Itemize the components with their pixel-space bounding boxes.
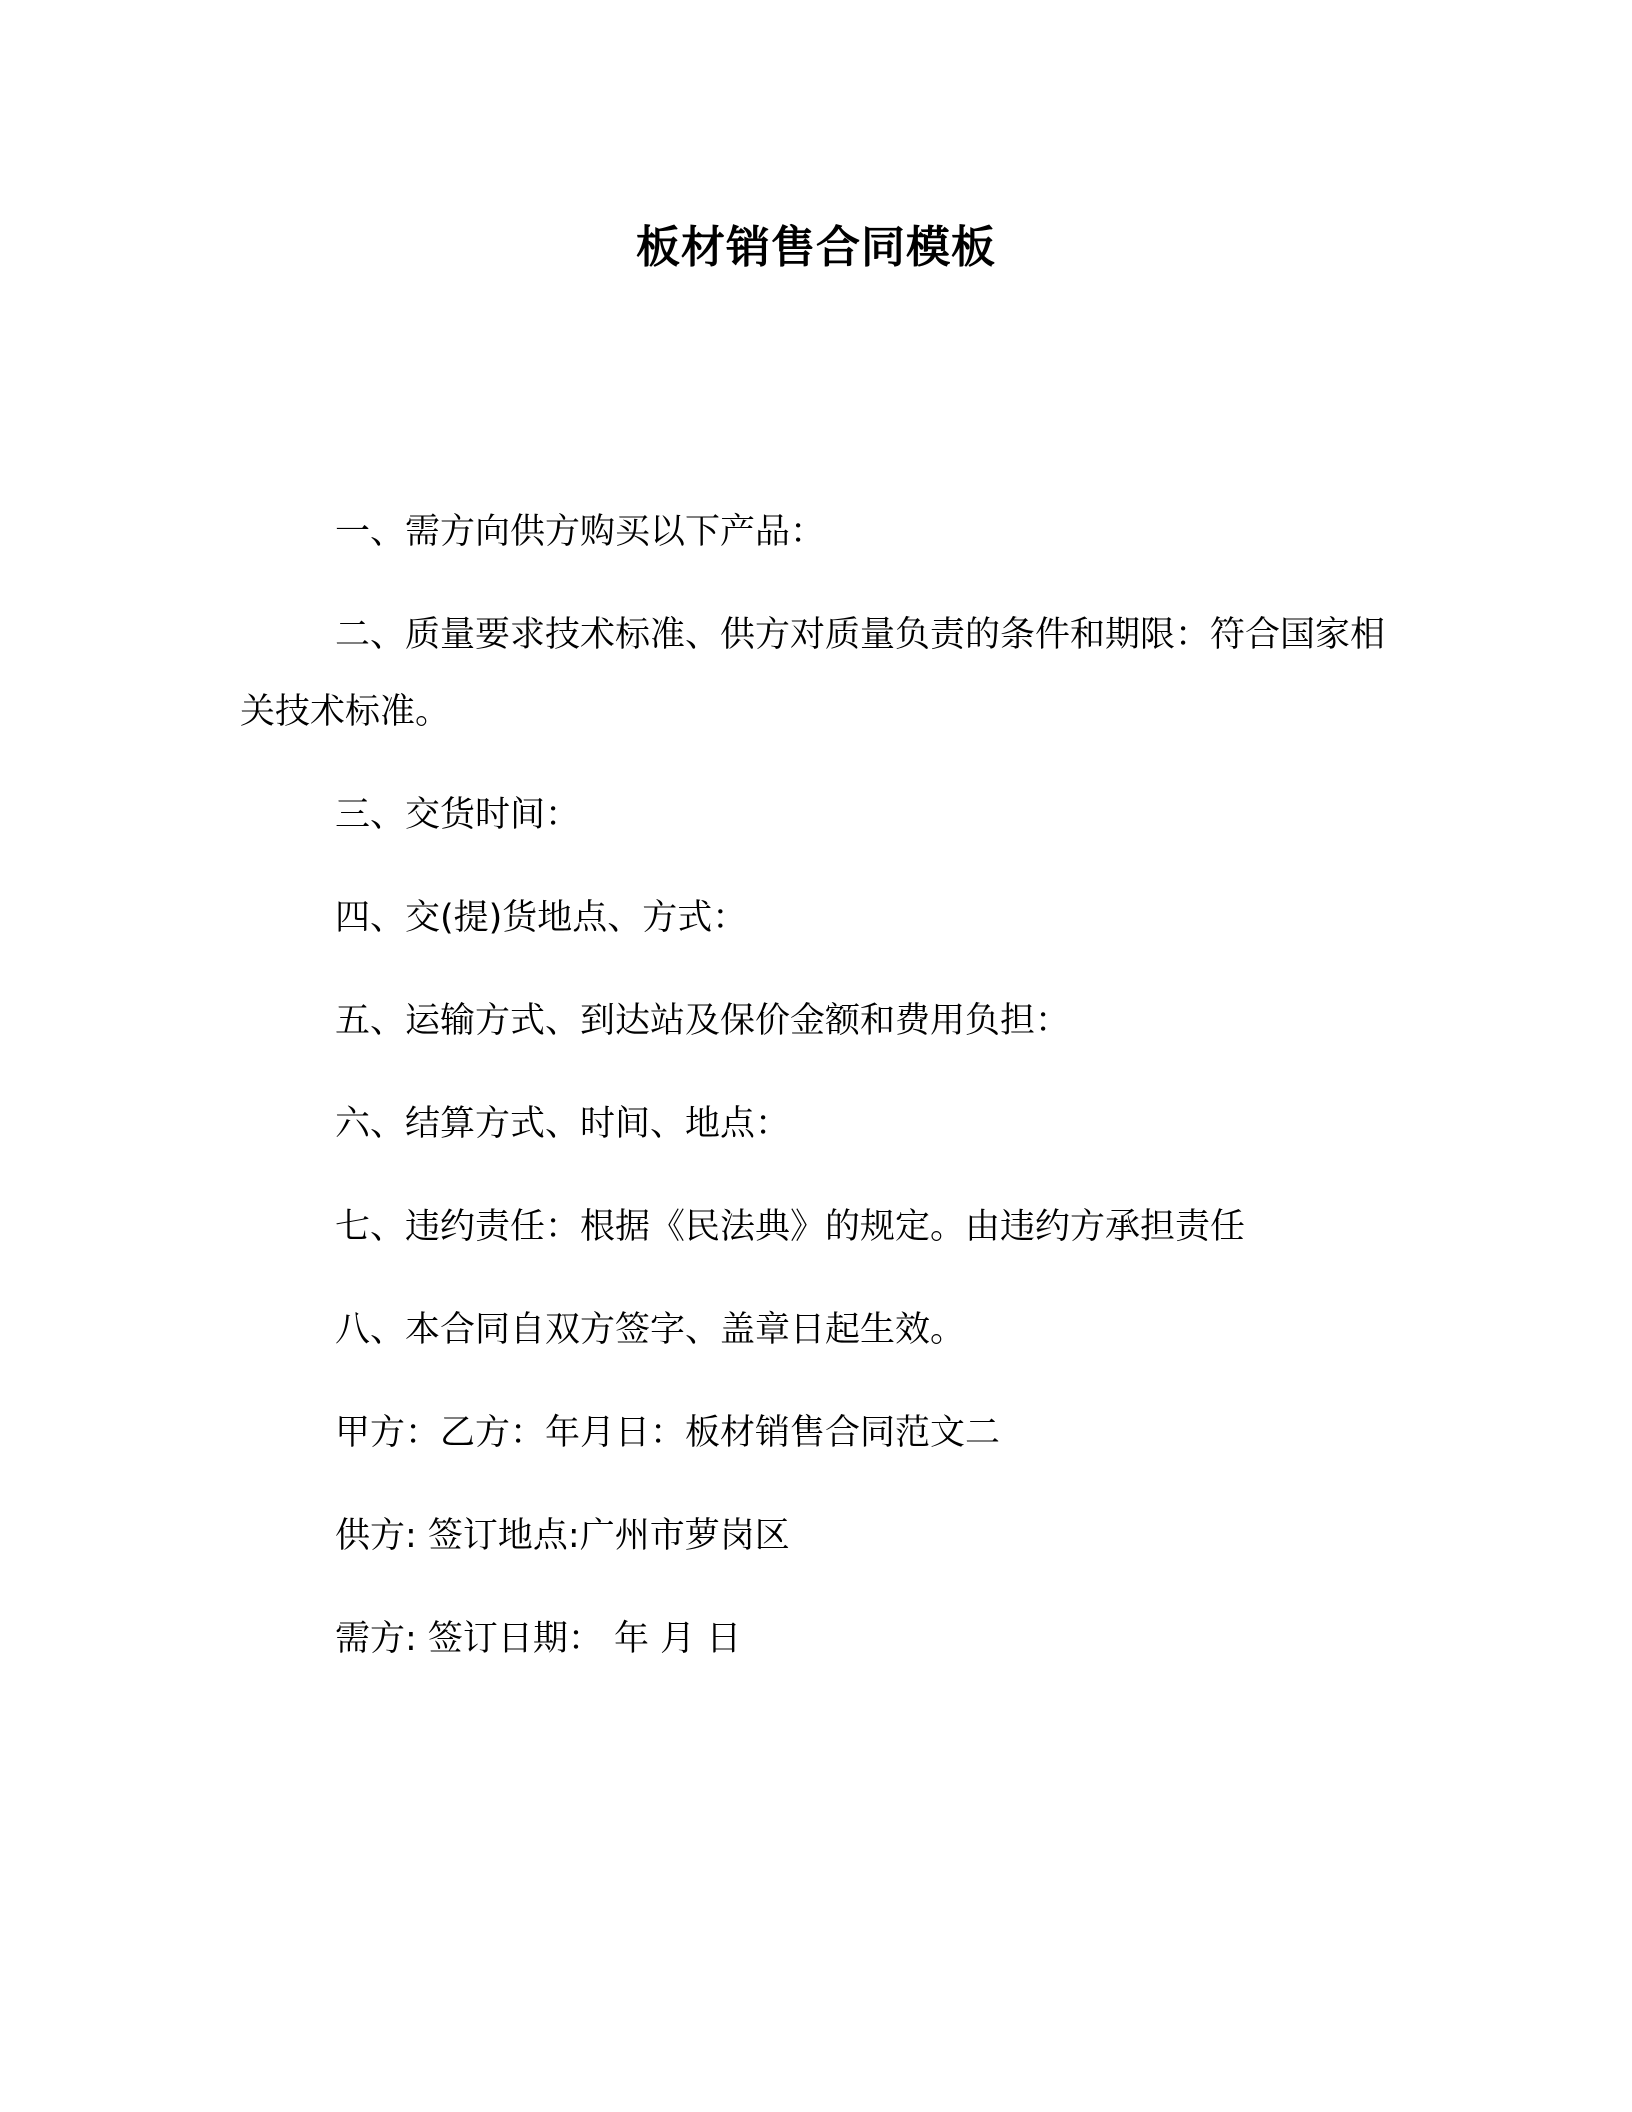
document-title: 板材销售合同模板 xyxy=(636,222,996,273)
clause-8-effective: 八、本合同自双方签字、盖章日起生效。 xyxy=(335,1310,966,1350)
clause-1-purchase: 一、需方向供方购买以下产品： xyxy=(335,512,826,552)
document-body xyxy=(240,494,1392,1704)
signature-parties-line: 甲方：乙方：年月日：板材销售合同范文二 xyxy=(335,1413,1001,1453)
clause-6-settlement: 六、结算方式、时间、地点： xyxy=(335,1104,791,1144)
buyer-signing-date: 需方: 签订日期： 年 月 日 xyxy=(335,1619,742,1659)
clause-3-delivery-time: 三、交货时间： xyxy=(335,795,581,835)
clause-5-transport: 五、运输方式、到达站及保价金额和费用负担： xyxy=(335,1001,1071,1041)
clause-7-liability: 七、违约责任：根据《民法典》的规定。由违约方承担责任 xyxy=(335,1207,1246,1247)
supplier-signing-place: 供方: 签订地点:广州市萝岗区 xyxy=(335,1516,790,1556)
clause-4-delivery-place: 四、交(提)货地点、方式： xyxy=(335,898,748,938)
clause-2-quality: 二、质量要求技术标准、供方对质量负责的条件和期限：符合国家相关技术标准。 xyxy=(240,615,1386,732)
